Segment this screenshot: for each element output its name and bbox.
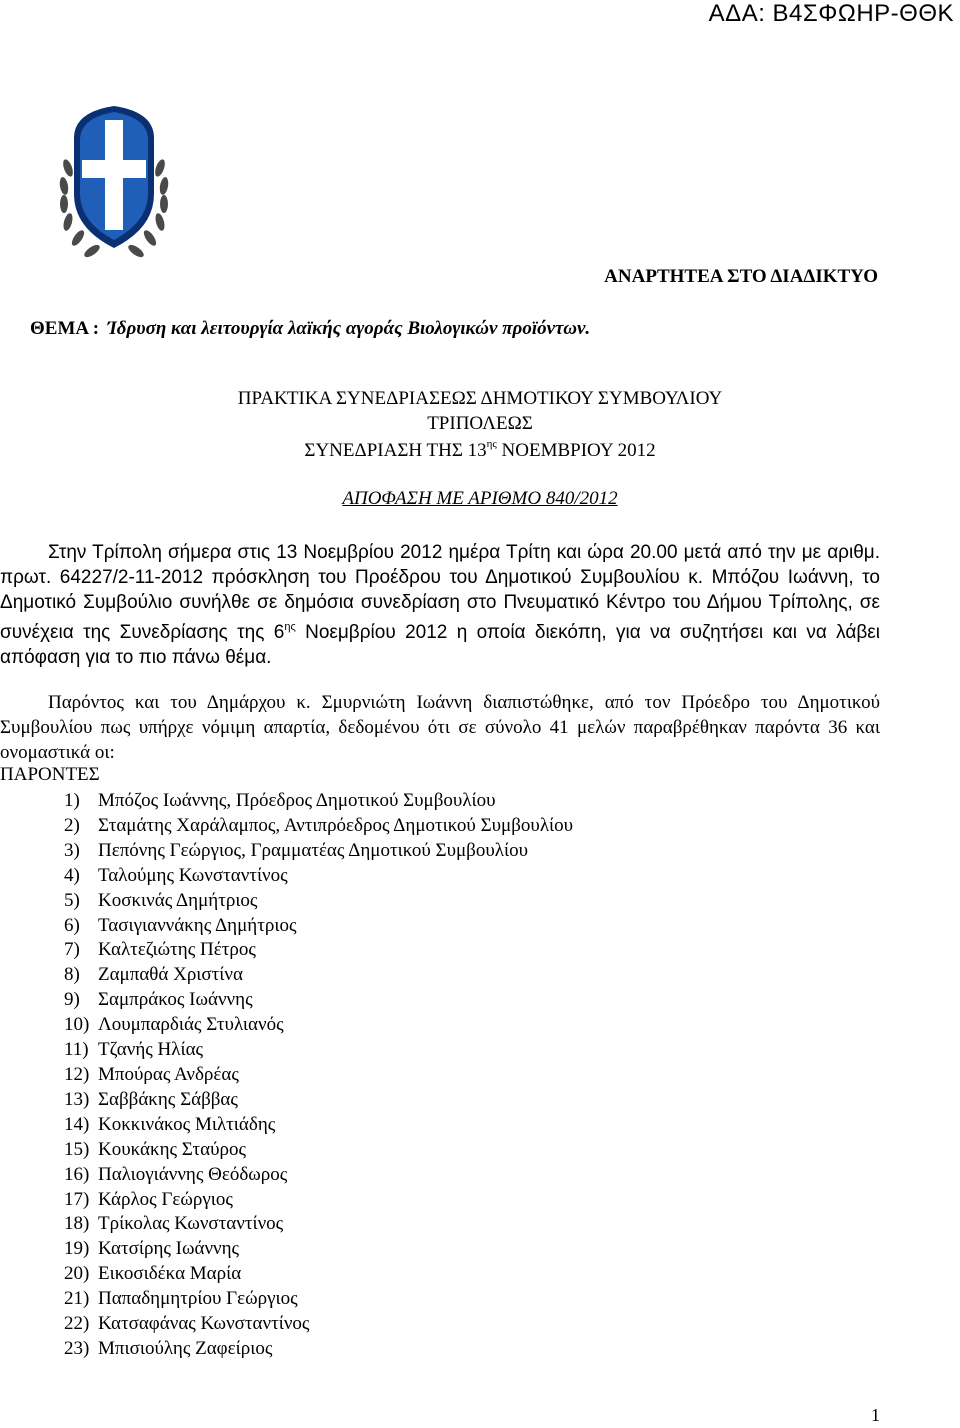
list-item [64, 988, 573, 1013]
member-name: Ζαμπαθά Χριστίνα [98, 964, 243, 986]
list-item [64, 814, 573, 839]
member-number: 12) [64, 1063, 90, 1085]
list-item [64, 839, 573, 864]
member-name: Τρίκολας Κωνσταντίνος [98, 1213, 284, 1235]
member-name: Κάρλος Γεώργιος [98, 1188, 233, 1210]
member-name: Κουκάκης Σταύρος [98, 1138, 246, 1160]
member-name: Πεπόνης Γεώργιος, Γραμματέας Δημοτικού Συμβουλίου [98, 839, 528, 861]
heading-line-3 [0, 438, 960, 462]
member-name: Μπούρας Ανδρέας [98, 1063, 239, 1085]
member-name: Κοκκινάκος Μιλτιάδης [98, 1113, 276, 1135]
member-number: 4) [64, 864, 80, 886]
member-name: Σαμπράκος Ιωάννης [98, 989, 253, 1011]
list-item [64, 864, 573, 889]
member-name: Παλιογιάννης Θεόδωρος [98, 1163, 288, 1185]
member-number: 2) [64, 814, 80, 836]
member-number: 16) [64, 1163, 90, 1185]
list-item [64, 1163, 573, 1188]
member-number: 10) [64, 1014, 90, 1036]
heading-line-3-sup: ης [486, 438, 497, 450]
member-number: 23) [64, 1337, 90, 1359]
list-item [64, 1237, 573, 1262]
member-name: Καλτεζιώτης Πέτρος [98, 939, 256, 961]
member-number: 21) [64, 1288, 90, 1310]
paragraph-session-b: Νοεμβρίου 2012 η οποία διεκόπη, για να συζητήσει και να λάβει απόφαση για το πιο πάνω θέμα. [0, 622, 880, 668]
present-title: ΠΑΡΟΝΤΕΣ [0, 764, 100, 785]
members-list [64, 789, 573, 1362]
member-name: Ταλούμης Κωνσταντίνος [98, 864, 288, 886]
member-name: Τασιγιαννάκης Δημήτριος [98, 914, 297, 936]
member-number: 13) [64, 1088, 90, 1110]
list-item [64, 1188, 573, 1213]
paragraph-quorum: Παρόντος και του Δημάρχου κ. Σμυρνιώτη Ιωάννη διαπιστώθηκε, από τον Πρόεδρο του Δημοτικού Συμβουλίου πως υπήρχε νόμιμη απαρτία, δεδομένου ότι σε σύνολο 41 μελών παραβρέθηκαν παρόντα 36 και ονομαστικά οι: [0, 692, 880, 763]
list-item [64, 1088, 573, 1113]
list-item [64, 1212, 573, 1237]
list-item [64, 1287, 573, 1312]
member-number: 14) [64, 1113, 90, 1135]
member-name: Μπισιούλης Ζαφείριος [98, 1337, 273, 1359]
heading-line-2: ΤΡΙΠΟΛΕΩΣ [427, 413, 533, 434]
paragraph-session-a: Στην Τρίπολη σήμερα στις 13 Νοεμβρίου 2012 ημέρα Τρίτη και ώρα 20.00 μετά από την με αριθμ. πρωτ. 64227/2-11-2012 πρόσκληση του Προέδρου του Δημοτικού Συμβουλίου κ. Μπόζου Ιωάννη, το Δημοτικό Συμβούλιο συνήλθε σε δημόσια συνεδρίαση στο Πνευματικό Κέντρο του Δήμου Τρίπολης, σε συνέχεια της Συνεδρίασης της 6 [0, 542, 880, 643]
member-name: Μπόζος Ιωάννης, Πρόεδρος Δημοτικού Συμβουλίου [98, 790, 496, 811]
member-name: Σαββάκης Σάββας [98, 1088, 238, 1110]
subject-label: ΘΕΜΑ : [30, 318, 100, 339]
member-name: Εικοσιδέκα Μαρία [98, 1263, 242, 1285]
member-name: Κατσαφάνας Κωνσταντίνος [98, 1313, 310, 1335]
member-name: Λουμπαρδιάς Στυλιανός [98, 1014, 284, 1036]
member-name: Τζανής Ηλίας [98, 1039, 204, 1061]
list-item [64, 963, 573, 988]
member-name: Κατσίρης Ιωάννης [98, 1238, 240, 1260]
subject-line [30, 318, 590, 340]
heading-line-1: ΠΡΑΚΤΙΚΑ ΣΥΝΕΔΡΙΑΣΕΩΣ ΔΗΜΟΤΙΚΟΥ ΣΥΜΒΟΥΛΙΟΥ [237, 388, 723, 409]
member-number: 11) [64, 1039, 89, 1061]
list-item [64, 938, 573, 963]
list-item [64, 1063, 573, 1088]
heading-line-3-post: ΝΟΕΜΒΡΙΟΥ 2012 [496, 440, 656, 461]
member-number: 8) [64, 964, 80, 986]
member-number: 9) [64, 989, 80, 1011]
list-item [64, 1013, 573, 1038]
member-number: 5) [64, 889, 80, 911]
member-number: 15) [64, 1138, 90, 1160]
member-number: 6) [64, 914, 80, 936]
member-number: 1) [64, 790, 80, 811]
member-number: 22) [64, 1313, 90, 1335]
list-item [64, 1337, 573, 1362]
greek-coat-of-arms-icon [54, 98, 174, 266]
posted-online-label: ΑΝΑΡΤΗΤΕΑ ΣΤΟ ΔΙΑΔΙΚΤΥΟ [604, 266, 878, 287]
list-item [64, 914, 573, 939]
member-name: Παπαδημητρίου Γεώργιος [98, 1288, 298, 1310]
member-number: 19) [64, 1238, 90, 1260]
member-name: Σταμάτης Χαράλαμπος, Αντιπρόεδρος Δημοτικού Συμβουλίου [98, 814, 574, 836]
page-number: 1 [871, 1405, 880, 1425]
ada-code: ΑΔΑ: Β4ΣΦΩΗΡ-ΘΘΚ [708, 0, 954, 27]
member-name: Κοσκινάς Δημήτριος [98, 889, 258, 911]
decision-title: ΑΠΟΦΑΣΗ ΜΕ ΑΡΙΘΜΟ 840/2012 [342, 488, 618, 509]
list-item [64, 1113, 573, 1138]
member-number: 17) [64, 1188, 90, 1210]
paragraph-session-sup: ης [284, 621, 296, 633]
heading-line-3-pre: ΣΥΝΕΔΡΙΑΣΗ ΤΗΣ 13 [304, 440, 487, 461]
list-item [64, 889, 573, 914]
paragraph-session [0, 540, 880, 670]
list-item [64, 1038, 573, 1063]
member-number: 3) [64, 839, 80, 861]
list-item [64, 1138, 573, 1163]
member-number: 18) [64, 1213, 90, 1235]
member-number: 7) [64, 939, 80, 961]
list-item [64, 789, 573, 814]
subject-text: Ίδρυση και λειτουργία λαϊκής αγοράς Βιολογικών προϊόντων. [107, 318, 591, 339]
member-number: 20) [64, 1263, 90, 1285]
list-item [64, 1262, 573, 1287]
list-item [64, 1312, 573, 1337]
